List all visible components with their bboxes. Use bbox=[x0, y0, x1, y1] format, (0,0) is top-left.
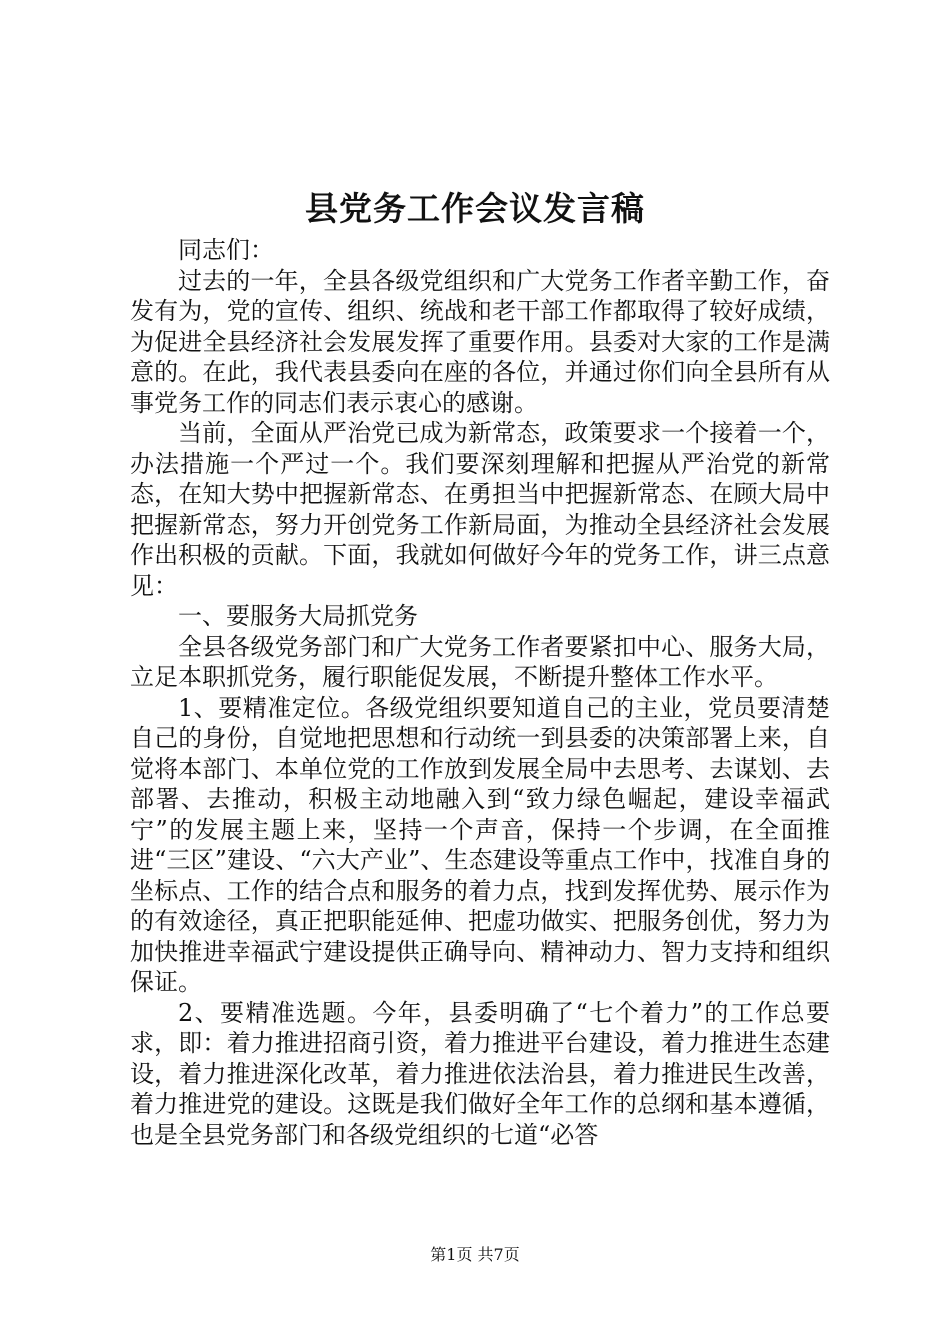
paragraph: 过去的一年，全县各级党组织和广大党务工作者辛勤工作，奋发有为，党的宣传、组织、统战和老干部工作都取得了较好成绩，为促进全县经济社会发展发挥了重要作用。县委对大家的工作是满意的。在此，我代表县委向在座的各位，并通过你们向全县所有从事党务工作的同志们表示衷心的感谢。 bbox=[130, 266, 830, 417]
document-title: 县党务工作会议发言稿 bbox=[305, 189, 645, 228]
paragraph: 当前，全面从严治党已成为新常态，政策要求一个接着一个，办法措施一个严过一个。我们要深刻理解和把握从严治党的新常态，在知大势中把握新常态、在勇担当中把握新常态、在顾大局中把握新常态，努力开创党务工作新局面，为推动全县经济社会发展作出积极的贡献。下面，我就如何做好今年的党务工作，讲三点意见： bbox=[130, 419, 830, 600]
paragraph: 全县各级党务部门和广大党务工作者要紧扣中心、服务大局，立足本职抓党务，履行职能促发展，不断提升整体工作水平。 bbox=[130, 632, 830, 691]
paragraph: 1、要精准定位。各级党组织要知道自己的主业，党员要清楚自己的身份，自觉地把思想和行动统一到县委的决策部署上来，自觉将本部门、本单位党的工作放到发展全局中去思考、去谋划、去部署、去推动，积极主动地融入到“致力绿色崛起，建设幸福武宁”的发展主题上来，坚持一个声音，保持一个步调，在全面推进“三区”建设、“六大产业”、生态建设等重点工作中，找准自身的坐标点、工作的结合点和服务的着力点，找到发挥优势、展示作为的有效途径，真正把职能延伸、把虚功做实、把服务创优，努力为加快推进幸福武宁建设提供正确导向、精神动力、智力支持和组织保证。 bbox=[130, 693, 830, 996]
document-body bbox=[130, 235, 830, 1150]
paragraph: 2、要精准选题。今年，县委明确了“七个着力”的工作总要求，即：着力推进招商引资，着力推进平台建设，着力推进生态建设，着力推进深化改革，着力推进依法治县，着力推进民生改善，着力推进党的建设。这既是我们做好全年工作的总纲和基本遵循，也是全县党务部门和各级党组织的七道“必答 bbox=[130, 998, 830, 1149]
page-footer: 第1页 共7页 bbox=[430, 1245, 520, 1264]
section-heading: 一、要服务大局抓党务 bbox=[178, 602, 418, 630]
paragraph-salutation: 同志们： bbox=[178, 236, 274, 264]
